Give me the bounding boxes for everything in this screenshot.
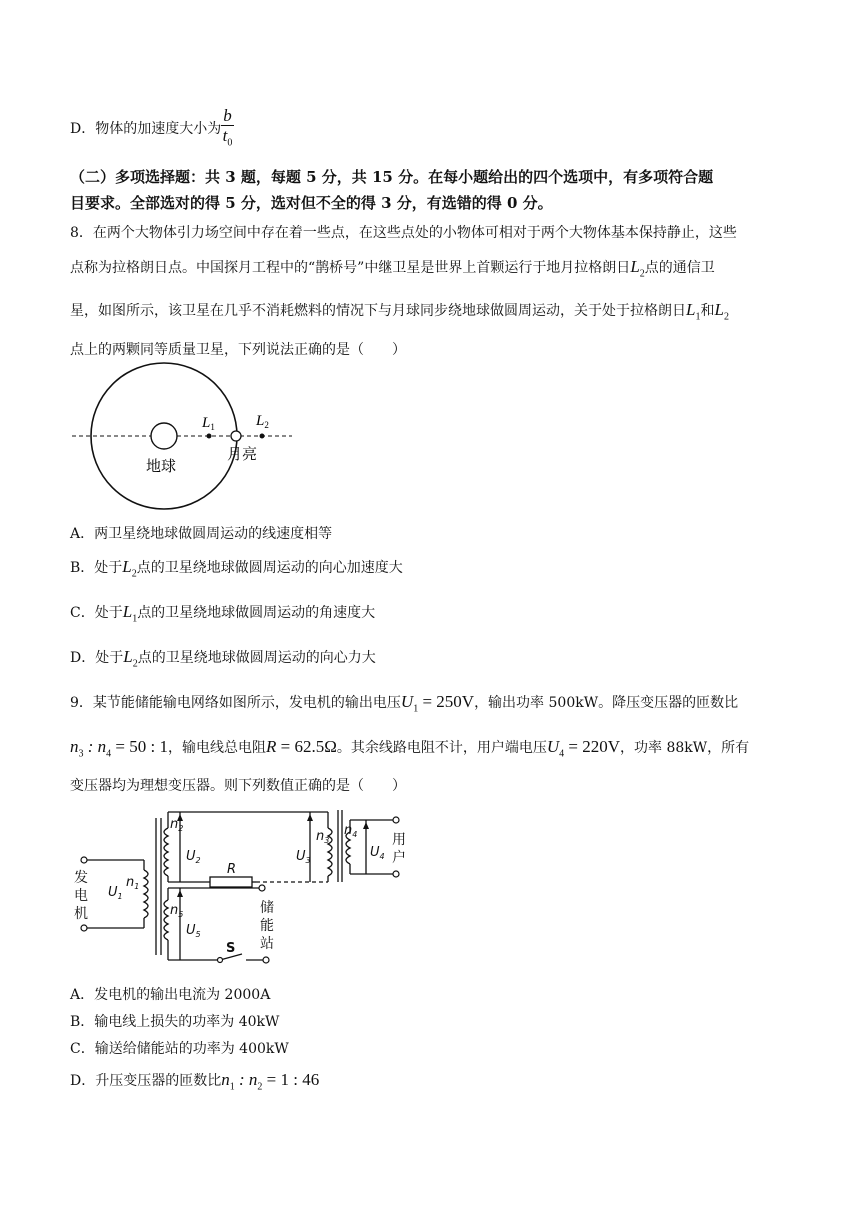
resistor-R: [210, 877, 252, 887]
label-S: S: [226, 941, 236, 956]
symbol-L1: $L_1$: [122, 602, 138, 625]
q8-option-d: D．处于$L_2$点的卫星绕地球做圆周运动的向心力大: [70, 647, 376, 670]
svg-text:U1: $U_1$: [108, 885, 123, 901]
svg-text:n1: $n_1$: [126, 875, 140, 891]
moon-circle: [231, 431, 241, 441]
coil-n5: [164, 900, 168, 940]
section-header-line-1: （二）多项选择题：共 3 题，每题 5 分，共 15 分。在每小题给出的四个选项中，有多项符合题: [70, 168, 714, 186]
storage-label-1: 储: [260, 900, 274, 916]
q7-option-d: [70, 106, 234, 152]
generator-label-3: 机: [74, 906, 88, 922]
symbol-R: R = 62.5Ω: [265, 737, 337, 756]
label-R: R: [227, 862, 237, 877]
q9-option-b: B．输电线上损失的功率为 40kW: [70, 1014, 280, 1030]
symbol-L2: $L_2$: [123, 647, 138, 670]
q8-line-3: 星，如图所示，该卫星在几乎不消耗燃料的情况下与月球同步绕地球做圆周运动，关于处于拉格朗日$L_1$和$L_2$: [70, 300, 729, 323]
section-header-line-2: 目要求。全部选对的得 5 分，选对但不全的得 3 分，有选错的得 0 分。: [70, 194, 553, 212]
fraction-denominator: $t_0$: [222, 126, 233, 149]
user-label-2: 户: [392, 850, 406, 866]
q9-line-1: 9．某节能储能输电网络如图所示，发电机的输出电压$U_1 = 250V$，输出功率 500kW。降压变压器的匝数比: [70, 692, 739, 715]
symbol-U4: $U_4 = 220V$: [546, 737, 621, 760]
q8-line-4: 点上的两颗同等质量卫星，下列说法正确的是（ ）: [70, 342, 406, 358]
user-label-1: 用: [392, 832, 406, 848]
svg-text:U3: $U_3$: [296, 849, 311, 865]
l1-label: $L_1$: [202, 415, 215, 432]
q9-circuit-figure: [70, 800, 415, 980]
q9-option-c: C．输送给储能站的功率为 400kW: [70, 1041, 289, 1057]
storage-label-3: 站: [260, 936, 274, 952]
storage-label-2: 能: [260, 918, 274, 934]
earth-label: 地球: [146, 457, 177, 475]
symbol-L2: $L_2$: [122, 557, 137, 580]
fraction-numerator: b: [223, 106, 232, 125]
earth-circle: [151, 423, 177, 449]
svg-text:U4: $U_4$: [370, 845, 385, 861]
svg-text:U2: $U_2$: [186, 849, 201, 865]
moon-label: 月亮: [227, 445, 258, 463]
svg-text:n3: $n_3$: [316, 829, 330, 845]
symbol-L2: $L_2$: [630, 257, 645, 280]
svg-text:n5: $n_5$: [170, 903, 184, 919]
coil-n1: [144, 870, 148, 918]
q9-line-3: 变压器均为理想变压器。则下列数值正确的是（ ）: [70, 778, 406, 794]
q8-line-1: 8．在两个大物体引力场空间中存在着一些点，在这些点处的小物体可相对于两个大物体基本保持静止，这些: [70, 225, 737, 241]
ratio-n1-n2: $n_1$ : $n_2 = 1$ : 46: [221, 1070, 320, 1093]
l1-point: [207, 434, 212, 439]
l2-point: [260, 434, 265, 439]
coil-n2: [164, 828, 168, 876]
svg-text:n2: $n_2$: [170, 817, 184, 833]
q8-option-c: C．处于$L_1$点的卫星绕地球做圆周运动的角速度大: [70, 602, 376, 625]
symbol-U1: $U_1 = 250V$: [400, 692, 475, 715]
q8-line-2: 点称为拉格朗日点。中国探月工程中的“鹊桥号”中继卫星是世界上首颗运行于地月拉格朗日$L_2$点的通信卫: [70, 257, 715, 280]
symbol-L2: $L_2$: [714, 300, 729, 323]
symbol-L1: $L_1$: [686, 300, 701, 323]
generator-label-2: 电: [74, 888, 88, 904]
l2-label: $L_2$: [256, 413, 269, 430]
q8-option-b: B．处于$L_2$点的卫星绕地球做圆周运动的向心加速度大: [70, 557, 403, 580]
generator-label-1: 发: [74, 870, 88, 886]
q9-line-2: $n_3$ : $n_4 = 50$ : 1，输电线总电阻R = 62.5Ω。其余线路电阻不计，用户端电压$U_4 = 220V$，功率 88kW，所有: [70, 737, 750, 760]
q9-option-a: A．发电机的输出电流为 2000A: [70, 987, 271, 1003]
q8-earth-moon-figure: [68, 358, 298, 518]
q9-option-d: D．升压变压器的匝数比$n_1$ : $n_2 = 1$ : 46: [70, 1070, 320, 1093]
fraction-b-over-t0: [221, 106, 234, 152]
svg-text:U5: $U_5$: [186, 923, 201, 939]
ratio-n3-n4: $n_3$ : $n_4 = 50$ : 1: [70, 737, 168, 760]
q8-option-a: A．两卫星绕地球做圆周运动的线速度相等: [70, 526, 333, 542]
svg-text:n4: $n_4$: [344, 823, 358, 839]
q7-option-d-text: D．物体的加速度大小为: [70, 121, 222, 138]
